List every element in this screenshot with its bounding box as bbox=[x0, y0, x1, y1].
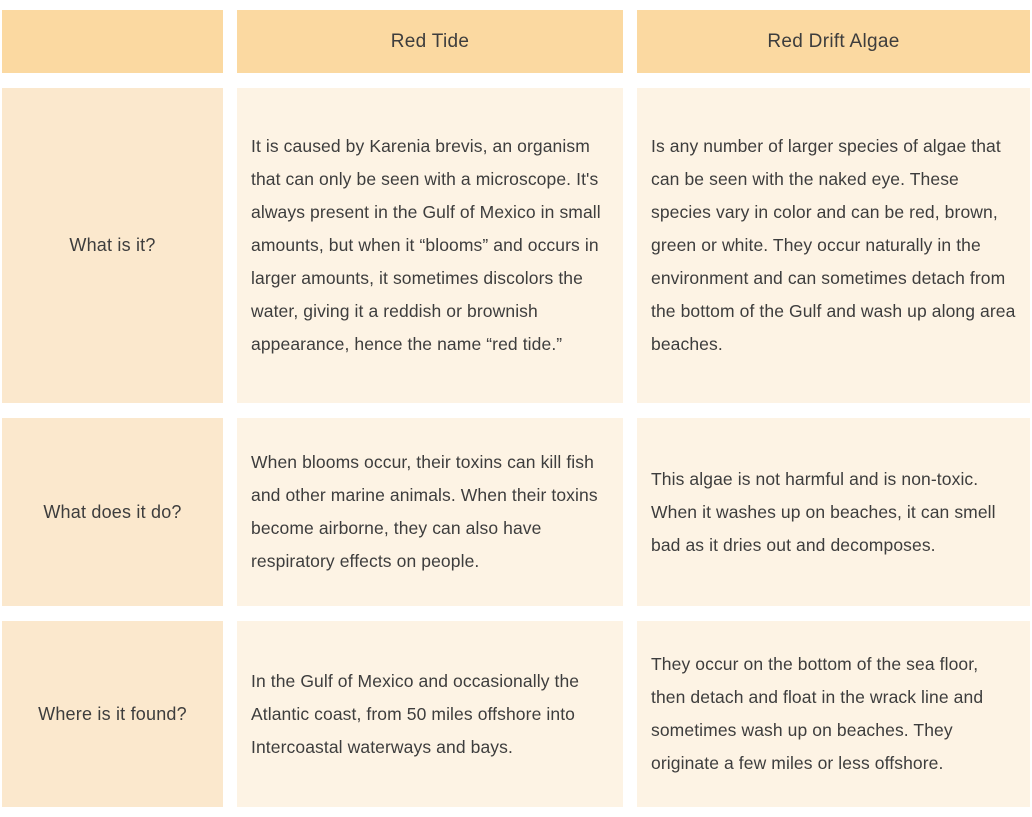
row-label-what-is-it: What is it? bbox=[2, 88, 223, 403]
cell-text: Is any number of larger species of algae that can be seen with the naked eye. These species vary in color and can be red, brown, green or white. They occur naturally in the environment and can sometimes detach from the bottom of the Gulf and wash up along area beaches. bbox=[651, 136, 1016, 354]
cell-text: When blooms occur, their toxins can kill fish and other marine animals. When their toxins become airborne, they can also have respiratory effects on people. bbox=[251, 452, 598, 571]
row-label-where-is-it-found: Where is it found? bbox=[2, 621, 223, 807]
table-cell-red-tide-what-is-it bbox=[237, 88, 623, 403]
column-header-red-tide: Red Tide bbox=[237, 10, 623, 73]
cell-text: They occur on the bottom of the sea floor, then detach and float in the wrack line and sometimes wash up on beaches. They originate a few miles or less offshore. bbox=[651, 654, 984, 773]
row-label-what-does-it-do: What does it do? bbox=[2, 418, 223, 606]
cell-text: It is caused by Karenia brevis, an organism that can only be seen with a microscope. It's always present in the Gulf of Mexico in small amounts, but when it “blooms” and occurs in larger amounts, it sometimes discolors the water, giving it a reddish or brownish appearance, hence the name “red tide.” bbox=[251, 136, 601, 354]
table-cell-red-drift-algae-what-is-it bbox=[637, 88, 1030, 403]
column-header-red-drift-algae: Red Drift Algae bbox=[637, 10, 1030, 73]
cell-text: This algae is not harmful and is non-toxic. When it washes up on beaches, it can smell bad as it dries out and decomposes. bbox=[651, 468, 996, 555]
comparison-table bbox=[2, 10, 1030, 807]
cell-text: In the Gulf of Mexico and occasionally the Atlantic coast, from 50 miles offshore into Intercoastal waterways and bays. bbox=[251, 670, 580, 757]
table-corner-cell bbox=[2, 10, 223, 73]
table-cell-red-tide-what-does-it-do bbox=[237, 418, 623, 606]
table-cell-red-drift-algae-what-does-it-do bbox=[637, 418, 1030, 606]
table-cell-red-drift-algae-where-is-it-found bbox=[637, 621, 1030, 807]
table-cell-red-tide-where-is-it-found bbox=[237, 621, 623, 807]
